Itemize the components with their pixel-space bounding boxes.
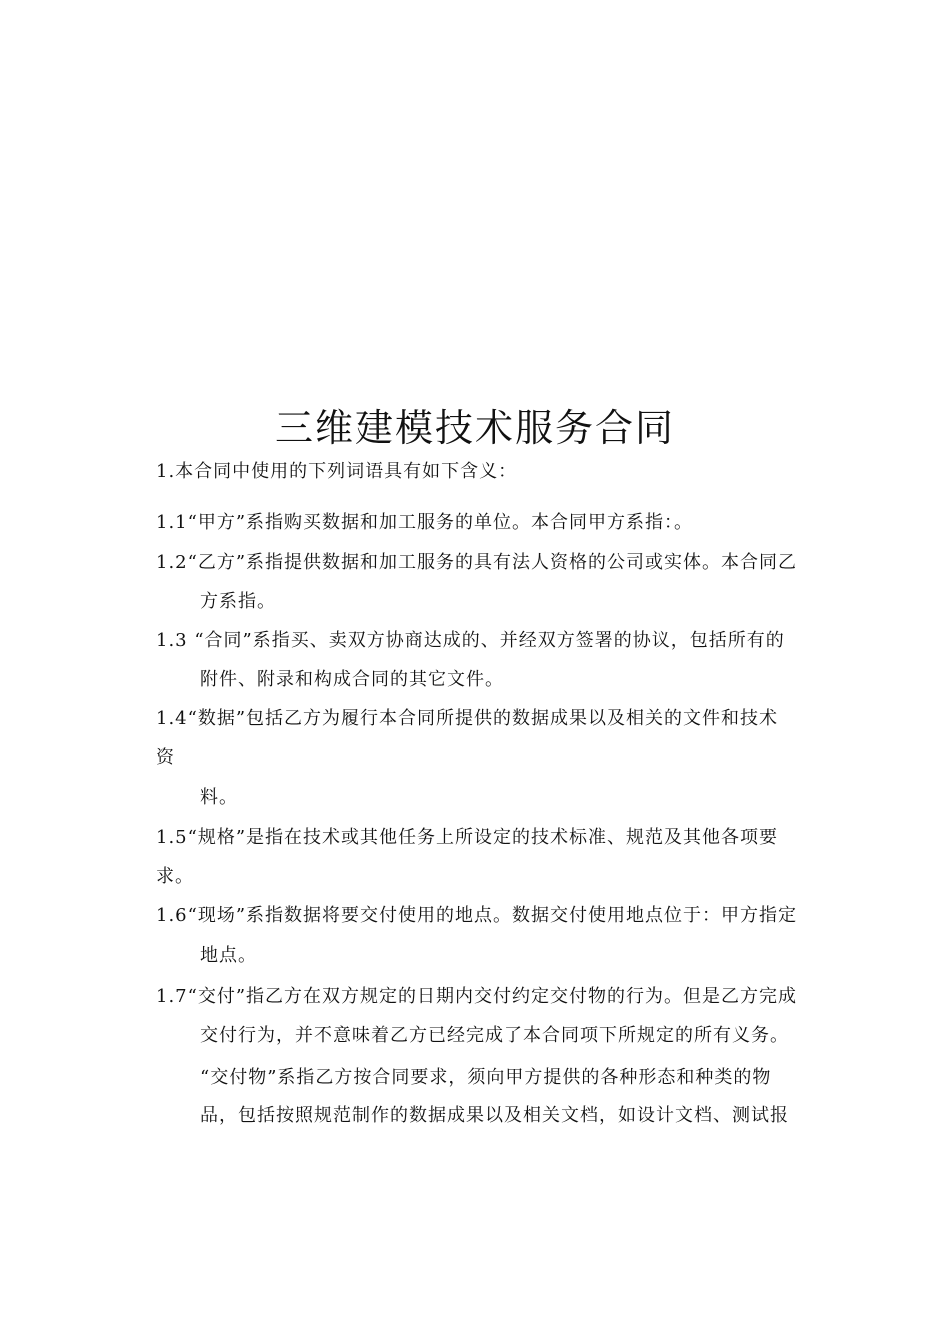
- definitions-intro: 1.本合同中使用的下列词语具有如下含义：: [156, 461, 518, 482]
- document-title: 三维建模技术服务合同: [274, 406, 675, 450]
- clause-1-5-line-1: 1.5“规格”是指在技术或其他任务上所设定的技术标准、规范及其他各项要: [156, 827, 779, 848]
- clause-1-3-line-1: 1.3 “合同”系指买、卖双方协商达成的、并经双方签署的协议，包括所有的: [156, 630, 785, 651]
- clause-1-5-line-2: 求。: [156, 866, 194, 887]
- clause-1-4-line-1: 1.4“数据”包括乙方为履行本合同所提供的数据成果以及相关的文件和技术: [156, 708, 779, 729]
- clause-1-6-line-2: 地点。: [200, 945, 257, 966]
- clause-1-7-line-2: 交付行为，并不意味着乙方已经完成了本合同项下所规定的所有义务。: [200, 1025, 789, 1046]
- clause-1-6-line-1: 1.6“现场”系指数据将要交付使用的地点。数据交付使用地点位于：甲方指定: [156, 905, 798, 926]
- clause-1-1: 1.1“甲方”系指购买数据和加工服务的单位。本合同甲方系指：。: [156, 512, 694, 533]
- clause-1-7-line-1: 1.7“交付”指乙方在双方规定的日期内交付约定交付物的行为。但是乙方完成: [156, 986, 798, 1007]
- clause-deliverables-line-1: “交付物”系指乙方按合同要求，须向甲方提供的各种形态和种类的物: [200, 1067, 772, 1088]
- clause-1-3-line-2: 附件、附录和构成合同的其它文件。: [200, 669, 504, 690]
- clause-1-2-line-1: 1.2“乙方”系指提供数据和加工服务的具有法人资格的公司或实体。本合同乙: [156, 552, 798, 573]
- clause-1-2-line-2: 方系指。: [200, 591, 276, 612]
- clause-1-4-line-3: 料。: [200, 787, 238, 808]
- clause-1-4-line-2: 资: [156, 747, 175, 768]
- clause-deliverables-line-2: 品，包括按照规范制作的数据成果以及相关文档，如设计文档、测试报: [200, 1105, 789, 1126]
